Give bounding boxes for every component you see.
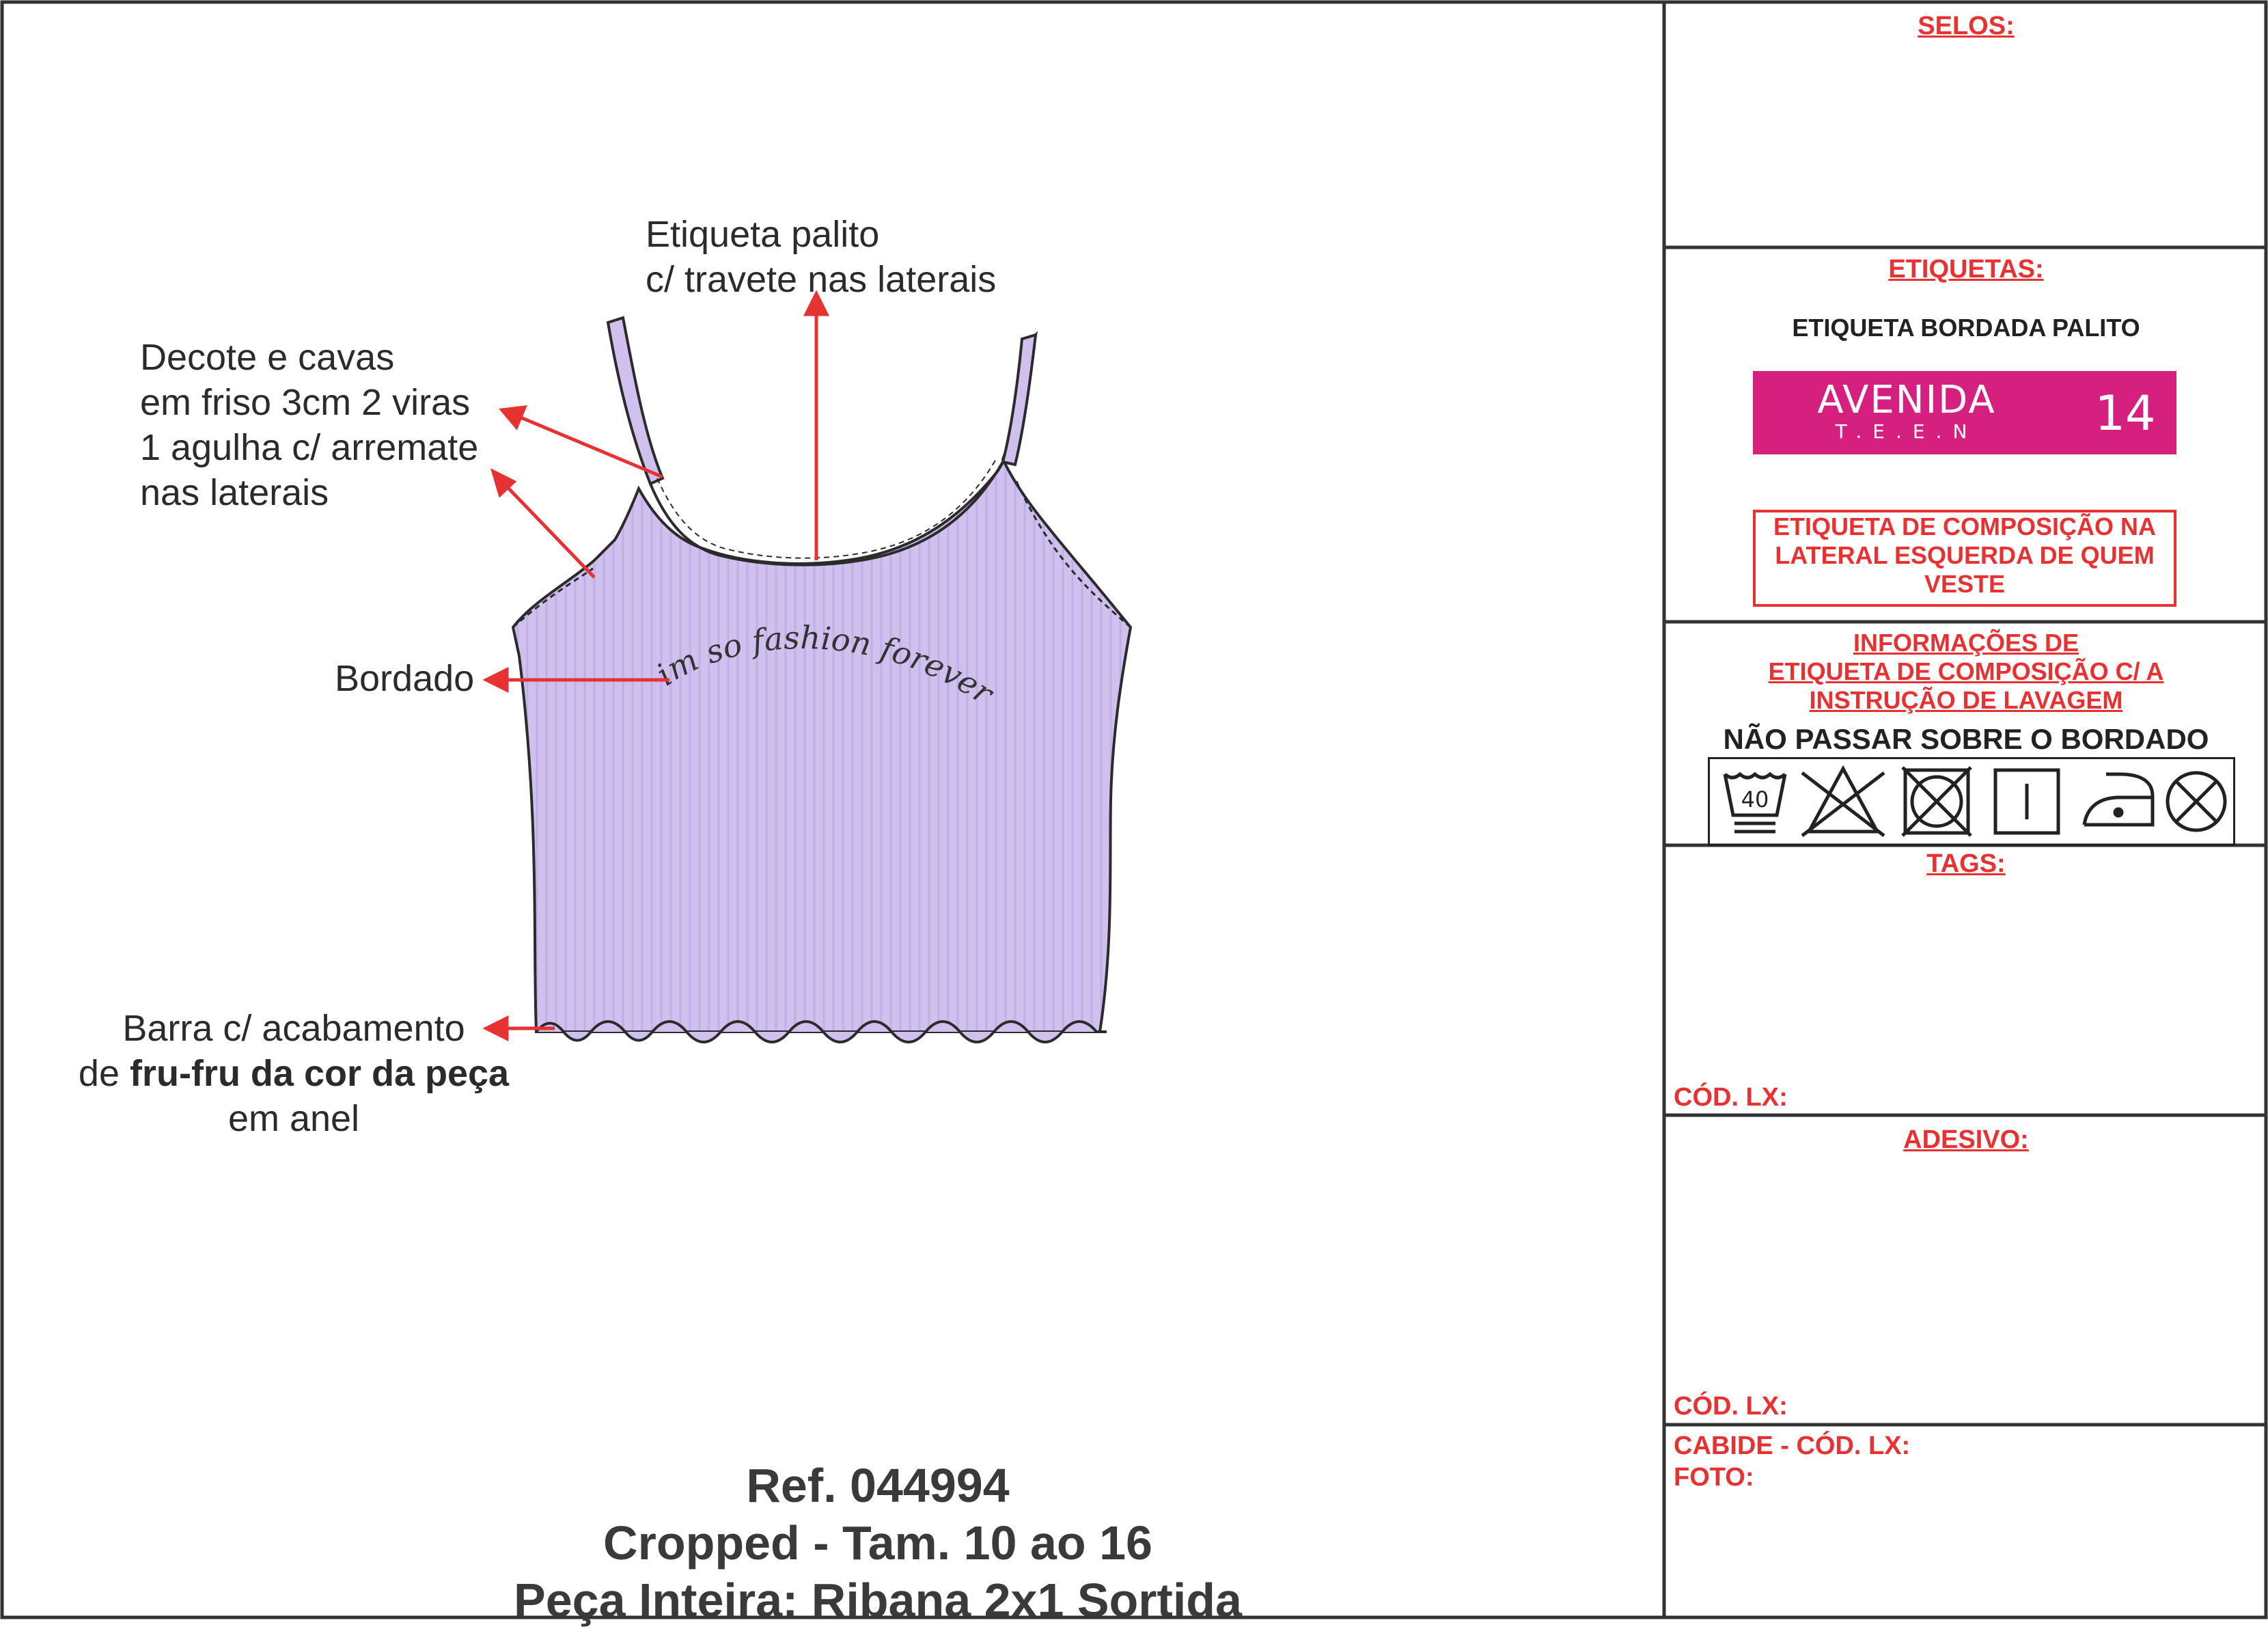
note-etiqueta-palito: Etiqueta palito c/ travete nas laterais <box>646 214 997 300</box>
brand-label <box>1753 371 2176 454</box>
foto-label: FOTO: <box>1674 1463 1754 1492</box>
cabide-code-label: CABIDE - CÓD. LX: <box>1674 1432 1911 1460</box>
care-symbols <box>1708 757 2235 846</box>
tags-heading: TAGS: <box>1926 849 2006 878</box>
selos-heading: SELOS: <box>1918 12 2015 40</box>
etiquetas-heading: ETIQUETAS: <box>1888 255 2044 284</box>
wash-40-icon <box>1725 774 1785 832</box>
product-ref: Ref. 044994 <box>746 1459 1010 1512</box>
svg-text:40: 40 <box>1741 786 1769 812</box>
embroidery-text: im so fashion forever <box>649 618 1000 712</box>
adesivo-code-label: CÓD. LX: <box>1674 1392 1788 1421</box>
brand-subtitle: T.E.E.N <box>1835 420 1978 443</box>
warning-text: NÃO PASSAR SOBRE O BORDADO <box>1723 723 2209 755</box>
brand-name: AVENIDA <box>1817 378 1996 422</box>
note-decote-cavas: Decote e cavas em friso 3cm 2 viras 1 agulha c/ arremate nas laterais <box>140 337 479 513</box>
informacoes-heading: INFORMAÇÕES DE ETIQUETA DE COMPOSIÇÃO C/ A INSTRUÇÃO DE LAVAGEM <box>1768 629 2164 714</box>
adesivo-heading: ADESIVO: <box>1903 1125 2029 1154</box>
note-barra: Barra c/ acabamento de fru-fru da cor da peça em anel <box>78 1008 510 1139</box>
do-not-dry-clean-icon <box>2168 773 2225 830</box>
note-bordado: Bordado <box>335 658 475 699</box>
product-fabric: Peça Inteira: Ribana 2x1 Sortida <box>514 1574 1242 1627</box>
product-name: Cropped - Tam. 10 ao 16 <box>603 1516 1152 1570</box>
label-type: ETIQUETA BORDADA PALITO <box>1792 314 2140 342</box>
do-not-bleach-icon <box>1802 769 1884 836</box>
tags-code-label: CÓD. LX: <box>1674 1083 1788 1112</box>
do-not-tumble-dry-icon <box>1903 767 1971 836</box>
composition-note-box: ETIQUETA DE COMPOSIÇÃO NA LATERAL ESQUERDA DE QUEM VESTE <box>1753 510 2176 607</box>
brand-size: 14 <box>2094 385 2156 441</box>
line-dry-icon <box>1995 770 2058 833</box>
iron-low-icon <box>2084 774 2153 825</box>
